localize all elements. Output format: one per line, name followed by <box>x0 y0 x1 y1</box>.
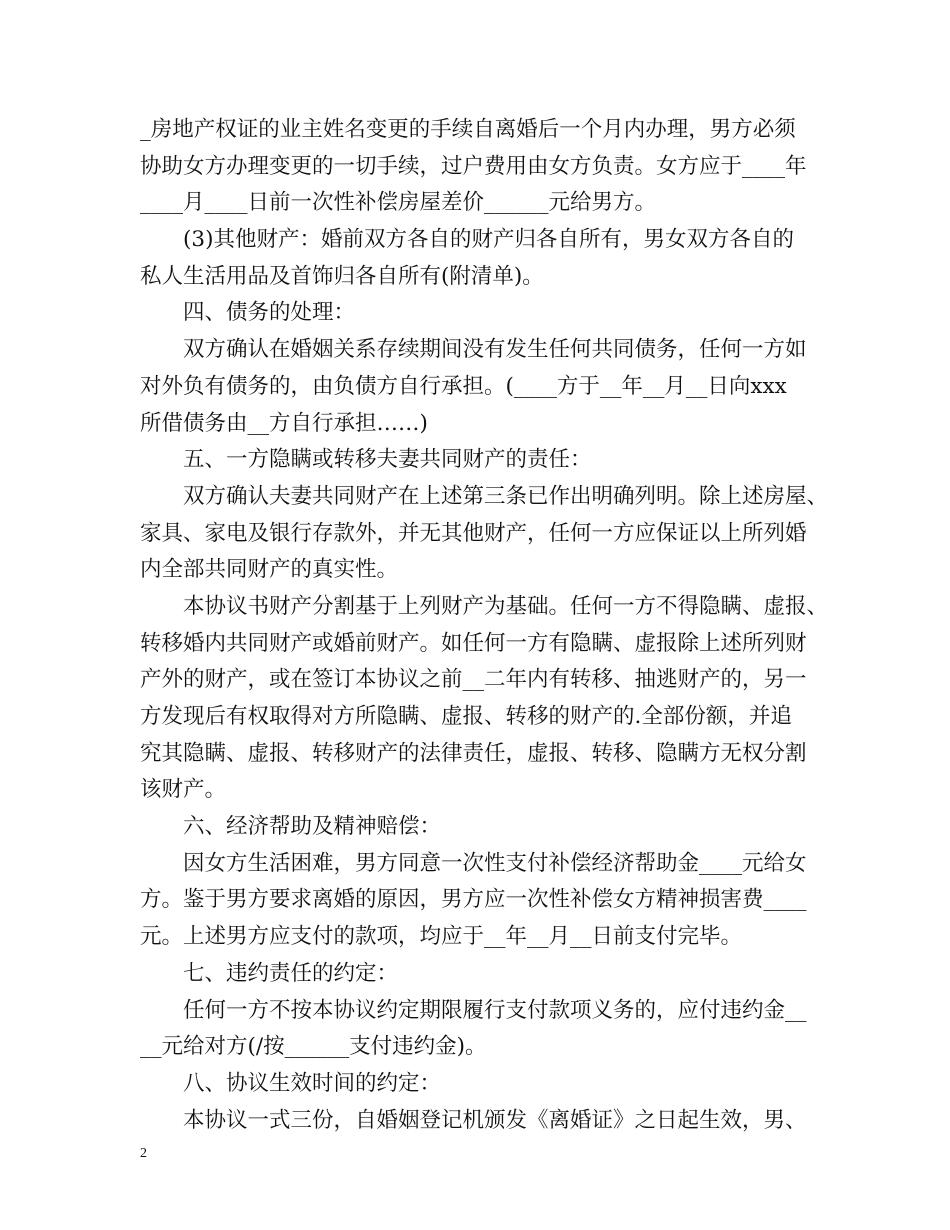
text-line: 七、违约责任的约定： <box>183 960 399 986</box>
text-line: 所借债务由__方自行承担……) <box>140 410 428 436</box>
text-line: 内全部共同财产的真实性。 <box>140 557 399 583</box>
text-line: 方。鉴于男方要求离婚的原因，男方应一次性补偿女方精神损害费____ <box>140 887 807 913</box>
text-line: 五、一方隐瞒或转移夫妻共同财产的责任： <box>183 447 592 473</box>
text-line: 双方确认夫妻共同财产在上述第三条已作出明确列明。除上述房屋、 <box>183 483 829 509</box>
text-line: 双方确认在婚姻关系存续期间没有发生任何共同债务，任何一方如 <box>183 337 807 363</box>
text-line: 八、协议生效时间的约定： <box>183 1070 442 1096</box>
text-line: __元给对方(/按______支付违约金)。 <box>140 1034 487 1060</box>
text-line: 本协议一式三份，自婚姻登记机颁发《离婚证》之日起生效，男、 <box>183 1107 807 1133</box>
text-line: ____月____日前一次性补偿房屋差价______元给男方。 <box>140 190 657 216</box>
text-line: 本协议书财产分割基于上列财产为基础。任何一方不得隐瞒、虚报、 <box>183 593 829 619</box>
text-line: 产外的财产，或在签订本协议之前__二年内有转移、抽逃财产的，另一 <box>140 667 807 693</box>
text-line: 该财产。 <box>140 777 227 803</box>
text-line: 方发现后有权取得对方所隐瞒、虚报、转移的财产的.全部份额，并追 <box>140 704 792 729</box>
text-line: 究其隐瞒、虚报、转移财产的法律责任，虚报、转移、隐瞒方无权分割 <box>140 740 807 766</box>
text-line: 四、债务的处理： <box>183 300 356 326</box>
text-line: 元。上述男方应支付的款项，均应于__年__月__日前支付完毕。 <box>140 924 743 950</box>
text-line: 转移婚内共同财产或婚前财产。如任何一方有隐瞒、虚报除上述所列财 <box>140 630 807 656</box>
text-line: 私人生活用品及首饰归各自所有(附清单)。 <box>140 263 544 289</box>
page-number: 2 <box>140 1146 147 1161</box>
text-line: 家具、家电及银行存款外，并无其他财产，任何一方应保证以上所列婚 <box>140 520 807 546</box>
text-line: _房地产权证的业主姓名变更的手续自离婚后一个月内办理，男方必须 <box>140 117 796 142</box>
text-line: 六、经济帮助及精神赔偿： <box>183 814 442 840</box>
text-line: 对外负有债务的，由负债方自行承担。(____方于__年__月__日向xxx <box>140 373 787 399</box>
text-line: (3)其他财产：婚前双方各自的财产归各自所有，男女双方各自的 <box>183 227 794 253</box>
text-line: 任何一方不按本协议约定期限履行支付款项义务的，应付违约金__ <box>183 997 807 1023</box>
document-body <box>140 112 829 1139</box>
text-line: 协助女方办理变更的一切手续，过户费用由女方负责。女方应于____年 <box>140 153 807 179</box>
text-line: 因女方生活困难，男方同意一次性支付补偿经济帮助金____元给女 <box>183 850 807 876</box>
